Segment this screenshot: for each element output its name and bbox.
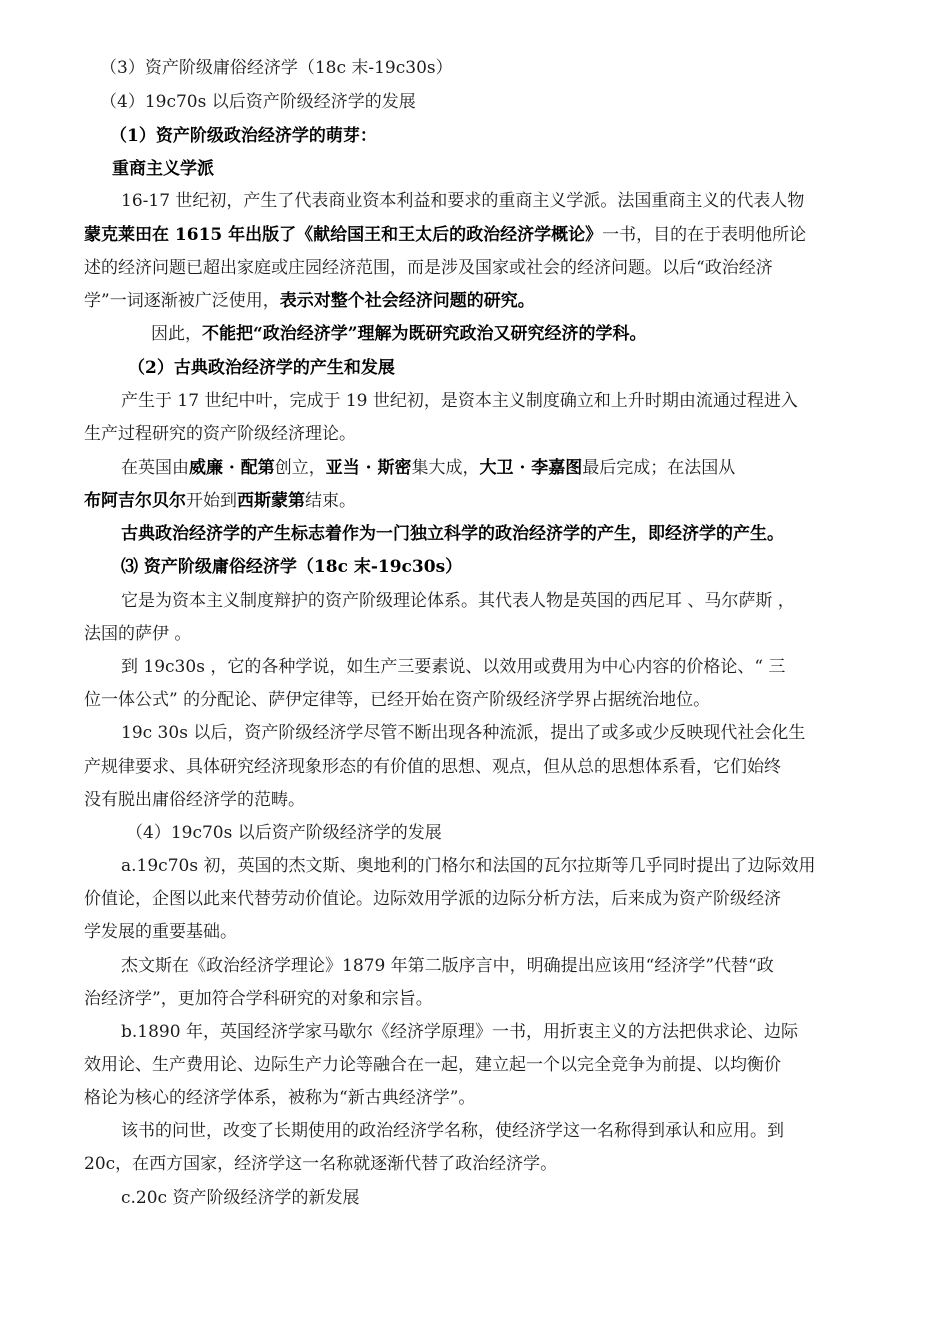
subsection-heading-mercantilism: 重商主义学派: [112, 159, 214, 179]
plain-text: 因此，: [151, 324, 202, 344]
plain-text: 创立，: [274, 458, 326, 478]
paragraph-line: 述的经济问题已超出家庭或庄园经济范围，而是涉及国家或社会的经济问题。以后“政治经济: [84, 258, 773, 278]
paragraph-line: 没有脱出庸俗经济学的范畴。: [84, 790, 305, 810]
paragraph-line: 它是为资本主义制度辩护的资产阶级理论体系。其代表人物是英国的西尼耳 、马尔萨斯 ，: [121, 591, 795, 611]
paragraph-line: a.19c70s 初，英国的杰文斯、奥地利的门格尔和法国的瓦尔拉斯等几乎同时提出了边际效用: [121, 856, 816, 876]
section-heading-4: （4）19c70s 以后资产阶级经济学的发展: [126, 823, 442, 843]
paragraph-line: c.20c 资产阶级经济学的新发展: [121, 1188, 360, 1208]
plain-text: 集大成，: [411, 458, 480, 478]
paragraph-line: 到 19c30s ，它的各种学说，如生产三要素说、以效用或费用为中心内容的价格论、“ 三: [121, 657, 786, 677]
paragraph-line: [121, 457, 735, 479]
person-name: 亚当 · 斯密: [325, 458, 412, 478]
paragraph-line: 法国的萨伊 。: [84, 624, 192, 644]
section-heading-2: （2）古典政治经济学的产生和发展: [128, 358, 395, 378]
paragraph-line: 产生于 17 世纪中叶，完成于 19 世纪初，是资本主义制度确立和上升时期由流通过程进入: [121, 391, 798, 411]
paragraph-line: [84, 490, 356, 512]
paragraph-line: 格论为核心的经济学体系，被称为“新古典经济学”。: [84, 1088, 476, 1108]
paragraph-line: 生产过程研究的资产阶级经济理论。: [84, 424, 356, 444]
paragraph-line: 杰文斯在《政治经济学理论》1879 年第二版序言中，明确提出应该用“经济学”代替“政: [121, 956, 774, 976]
plain-text: 学”一词逐渐被广泛使用，: [84, 291, 280, 311]
outline-item-3: （3）资产阶级庸俗经济学（18c 末-19c30s）: [100, 58, 453, 78]
key-statement: 古典政治经济学的产生标志着作为一门独立科学的政治经济学的产生，即经济学的产生。: [121, 524, 784, 544]
paragraph-line: 位一体公式” 的分配论、萨伊定律等，已经开始在资产阶级经济学界占据统治地位。: [84, 690, 711, 710]
emphasis-text: 蒙克莱田在 1615 年出版了《献给国王和王太后的政治经济学概论》: [84, 225, 603, 245]
section-heading-1: （1）资产阶级政治经济学的萌芽：: [110, 126, 377, 146]
paragraph-line: [151, 323, 647, 345]
emphasis-text: 表示对整个社会经济问题的研究。: [279, 291, 535, 311]
paragraph-line: b.1890 年，英国经济学家马歇尔《经济学原理》一书，用折衷主义的方法把供求论、边际: [121, 1022, 798, 1042]
paragraph-line: 学发展的重要基础。: [84, 922, 237, 942]
paragraph-line: 治经济学”，更加符合学科研究的对象和宗旨。: [84, 989, 433, 1009]
paragraph-line: 20c，在西方国家，经济学这一名称就逐渐代替了政治经济学。: [84, 1154, 558, 1174]
plain-text: 一书，目的在于表明他所论: [602, 225, 807, 245]
plain-text: 最后完成；在法国从: [582, 458, 736, 478]
person-name: 大卫 · 李嘉图: [479, 458, 583, 478]
paragraph-line: 效用论、生产费用论、边际生产力论等融合在一起，建立起一个以完全竞争为前提、以均衡价: [84, 1055, 781, 1075]
person-name: 布阿吉尔贝尔: [84, 491, 186, 511]
plain-text: 在英国由: [121, 458, 189, 478]
paragraph-line: 该书的问世，改变了长期使用的政治经济学名称，使经济学这一名称得到承认和应用。到: [121, 1121, 784, 1141]
paragraph-line: 价值论，企图以此来代替劳动价值论。边际效用学派的边际分析方法，后来成为资产阶级经济: [84, 889, 781, 909]
outline-item-4: （4）19c70s 以后资产阶级经济学的发展: [100, 92, 416, 112]
person-name: 威廉 · 配第: [189, 458, 275, 478]
paragraph-line: [84, 224, 806, 246]
paragraph-line: 16-17 世纪初，产生了代表商业资本利益和要求的重商主义学派。法国重商主义的代表人物: [121, 191, 805, 211]
paragraph-line: 产规律要求、具体研究经济现象形态的有价值的思想、观点，但从总的思想体系看，它们始终: [84, 757, 781, 777]
paragraph-line: [84, 290, 535, 312]
paragraph-line: 19c 30s 以后，资产阶级经济学尽管不断出现各种流派，提出了或多或少反映现代社会化生: [121, 723, 806, 743]
section-heading-3: ⑶ 资产阶级庸俗经济学（18c 末-19c30s）: [121, 557, 463, 577]
plain-text: 开始到: [186, 491, 237, 511]
person-name: 西斯蒙第: [237, 491, 305, 511]
plain-text: 结束。: [305, 491, 356, 511]
emphasis-text: 不能把“政治经济学”理解为既研究政治又研究经济的学科。: [202, 324, 647, 344]
